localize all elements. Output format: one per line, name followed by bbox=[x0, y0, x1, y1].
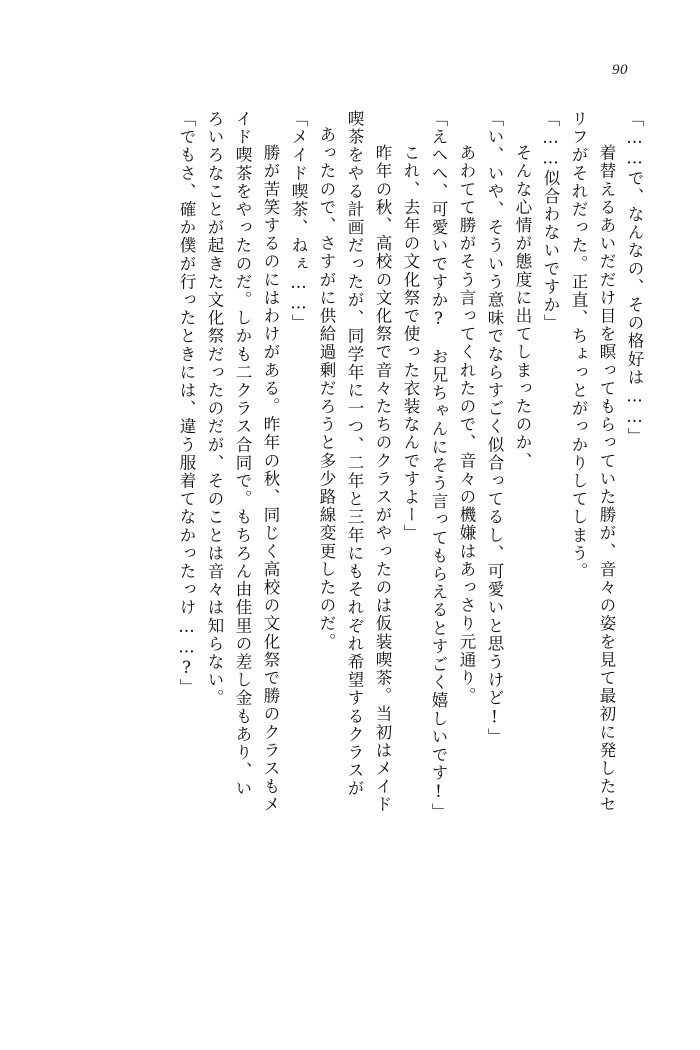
text-column: ろいろなことが起きた文化祭だったのだが、そのことは音々は知らない。 bbox=[205, 110, 224, 708]
text-column: 「……で、なんなの、その格好は……」 bbox=[625, 110, 644, 446]
text-column: あったので、さすがに供給過剰だろうと多少路線変更したのだ。 bbox=[317, 126, 336, 651]
text-column: 「えへへ、可愛いですか? お兄ちゃんにそう言ってもらえるとすごく嬉しいです!」 bbox=[429, 110, 448, 821]
text-column: 「メイド喫茶、ねぇ……」 bbox=[289, 110, 308, 333]
text-column: 勝が苦笑するのにはわけがある。昨年の秋、同じく高校の文化祭で勝のクラスもメ bbox=[261, 126, 280, 814]
text-column: 「でもさ、確か僕が行ったときには、違う服着てなかったっけ……?」 bbox=[177, 110, 196, 697]
text-column: そんな心情が態度に出てしまったのか、 bbox=[513, 126, 532, 470]
text-column: イド喫茶をやったのだ。しかも二クラス合同で。もちろん由佳里の差し金もあり、い bbox=[233, 110, 252, 798]
text-column: 昨年の秋、高校の文化祭で音々たちのクラスがやったのは仮装喫茶。当初はメイド bbox=[373, 126, 392, 814]
text-column: 喫茶をやる計画だったが、同学年に一つ、二年と三年にもそれぞれ希望するクラスが bbox=[345, 110, 364, 798]
text-column: 「い、いや、そういう意味でならすごく似合ってるし、可愛いと思うけど!」 bbox=[485, 110, 504, 746]
vertical-text-body bbox=[58, 110, 642, 960]
text-column: 着替えるあいだだけ目を瞑ってもらっていた勝が、音々の姿を見て最初に発したセ bbox=[597, 126, 616, 814]
text-column: リフがそれだった。正直、ちょっとがっかりしてしまう。 bbox=[569, 110, 588, 581]
text-column: あわてて勝がそう言ってくれたので、音々の機嫌はあっさり元通り。 bbox=[457, 126, 476, 706]
page-number: 90 bbox=[612, 62, 628, 78]
text-column: 「……似合わないですか」 bbox=[541, 110, 560, 333]
text-column: これ、去年の文化祭で使った衣装なんですよー」 bbox=[401, 126, 420, 543]
